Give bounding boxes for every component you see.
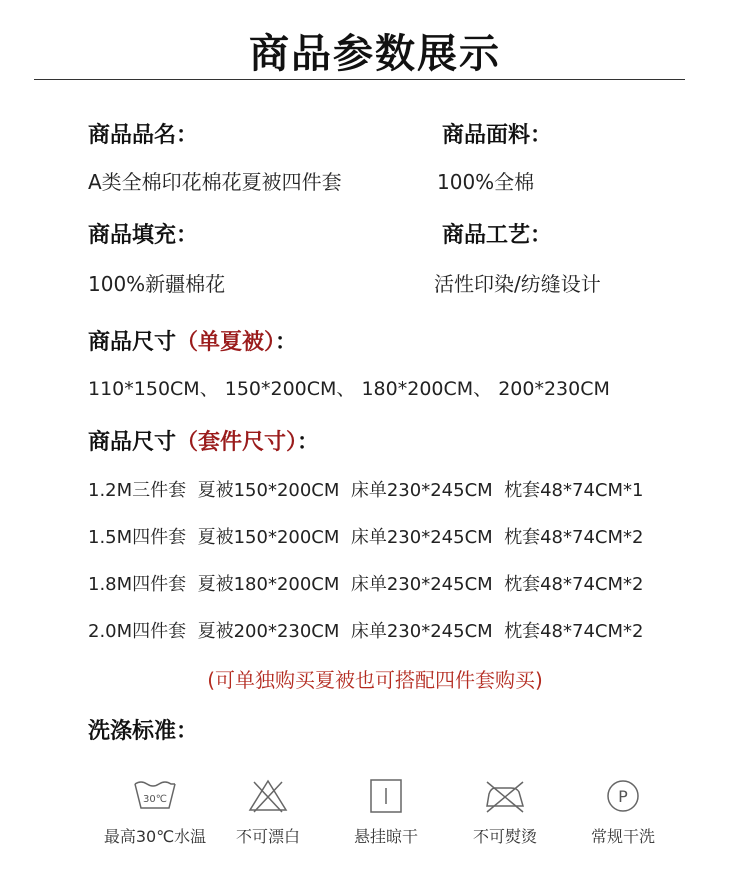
quilt-size-label-suffix: ：	[275, 330, 298, 355]
care-label: 最高30℃水温	[103, 827, 207, 846]
washing-label: 洗涤标准：	[88, 719, 199, 744]
set-size-label-prefix: 商品尺寸	[88, 430, 177, 455]
svg-text:P: P	[618, 787, 628, 806]
craft-value: 活性印染/纺缝设计	[434, 272, 601, 296]
title-divider	[34, 79, 685, 80]
quilt-size-label-highlight: （单夏被）	[176, 330, 276, 355]
care-no-iron	[445, 778, 565, 847]
product-name-value: A类全棉印花棉花夏被四件套	[88, 170, 342, 194]
no-iron-icon	[481, 778, 529, 814]
fabric-label: 商品面料：	[442, 123, 553, 148]
filling-label: 商品填充：	[88, 223, 199, 248]
set-size-label-suffix: ：	[297, 430, 320, 455]
fabric-value: 100%全棉	[437, 170, 535, 194]
quilt-size-value: 110*150CM、 150*200CM、 180*200CM、 200*230CM	[88, 378, 610, 400]
quilt-size-label	[88, 325, 297, 356]
wash-30-icon	[131, 778, 179, 814]
product-name-label: 商品品名：	[88, 123, 199, 148]
care-line-dry	[326, 778, 446, 847]
set-size-row: 1.2M三件套 夏被150*200CM 床单230*245CM 枕套48*74CM*1	[88, 480, 644, 501]
dry-clean-p-icon	[599, 778, 647, 814]
care-wash-30	[95, 778, 215, 847]
page-title: 商品参数展示	[249, 31, 501, 77]
craft-label: 商品工艺：	[442, 223, 553, 248]
set-size-row: 2.0M四件套 夏被200*230CM 床单230*245CM 枕套48*74CM*2	[88, 621, 644, 642]
quilt-size-label-prefix: 商品尺寸	[88, 330, 177, 355]
set-size-row: 1.5M四件套 夏被150*200CM 床单230*245CM 枕套48*74CM*2	[88, 527, 644, 548]
set-size-row: 1.8M四件套 夏被180*200CM 床单230*245CM 枕套48*74CM*2	[88, 574, 644, 595]
line-dry-icon	[362, 778, 410, 814]
care-label: 常规干洗	[590, 827, 655, 846]
filling-value: 100%新疆棉花	[88, 272, 226, 296]
no-bleach-icon	[244, 778, 292, 814]
set-size-label	[88, 425, 319, 456]
purchase-note: (可单独购买夏被也可搭配四件套购买)	[207, 668, 543, 692]
svg-text:30℃: 30℃	[143, 794, 167, 805]
set-size-label-highlight: （套件尺寸）	[176, 430, 298, 455]
care-label: 悬挂晾干	[353, 827, 418, 846]
care-label: 不可熨烫	[472, 827, 537, 846]
care-label: 不可漂白	[235, 827, 300, 846]
care-dry-clean	[563, 778, 683, 847]
care-no-bleach	[208, 778, 328, 847]
